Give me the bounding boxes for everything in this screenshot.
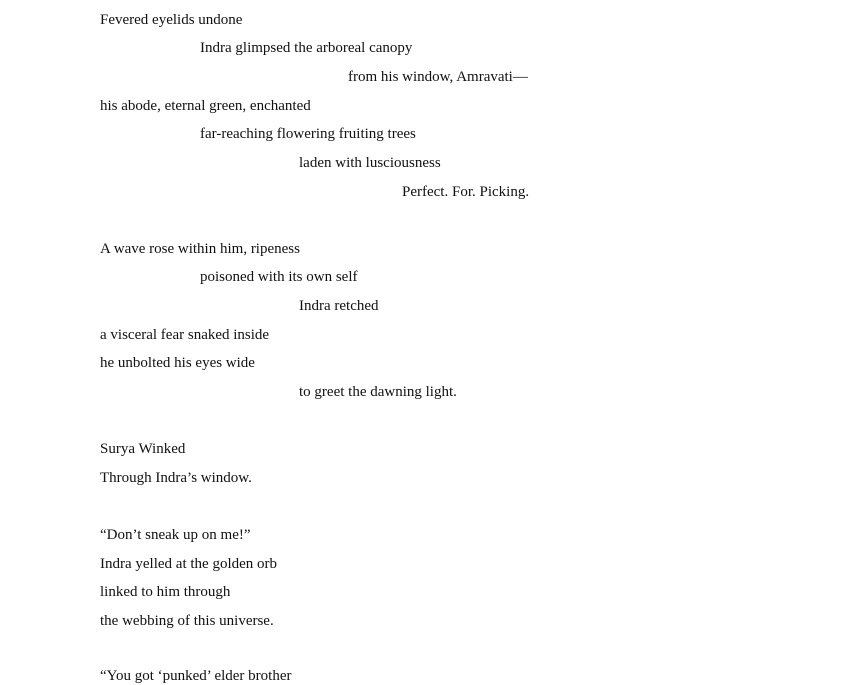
- poem-line: Surya Winked: [100, 441, 186, 457]
- poem-line: Indra glimpsed the arboreal canopy: [200, 40, 413, 56]
- poem-line: “You got ‘punked’ elder brother: [100, 668, 292, 684]
- poem-line: a visceral fear snaked inside: [100, 327, 270, 343]
- poem-line: laden with lusciousness: [299, 155, 441, 171]
- poem-line: Perfect. For. Picking.: [402, 184, 530, 200]
- poem-line: to greet the dawning light.: [299, 384, 457, 400]
- poem-line: linked to him through: [100, 584, 231, 600]
- poem-line: the webbing of this universe.: [100, 613, 274, 629]
- poem-line: his abode, eternal green, enchanted: [100, 98, 311, 114]
- poem-line: from his window, Amravati—: [348, 69, 528, 85]
- poem-line: Fevered eyelids undone: [100, 12, 243, 28]
- poem-line: Indra retched: [299, 298, 379, 314]
- poem-line: far-reaching flowering fruiting trees: [200, 126, 416, 142]
- poem-line: Indra yelled at the golden orb: [100, 556, 278, 572]
- poem-line: A wave rose within him, ripeness: [100, 241, 300, 257]
- poem-line: “Don’t sneak up on me!”: [100, 527, 251, 543]
- poem-line: Through Indra’s window.: [100, 470, 252, 486]
- poem-line: he unbolted his eyes wide: [100, 355, 255, 371]
- poem-line: poisoned with its own self: [200, 269, 358, 285]
